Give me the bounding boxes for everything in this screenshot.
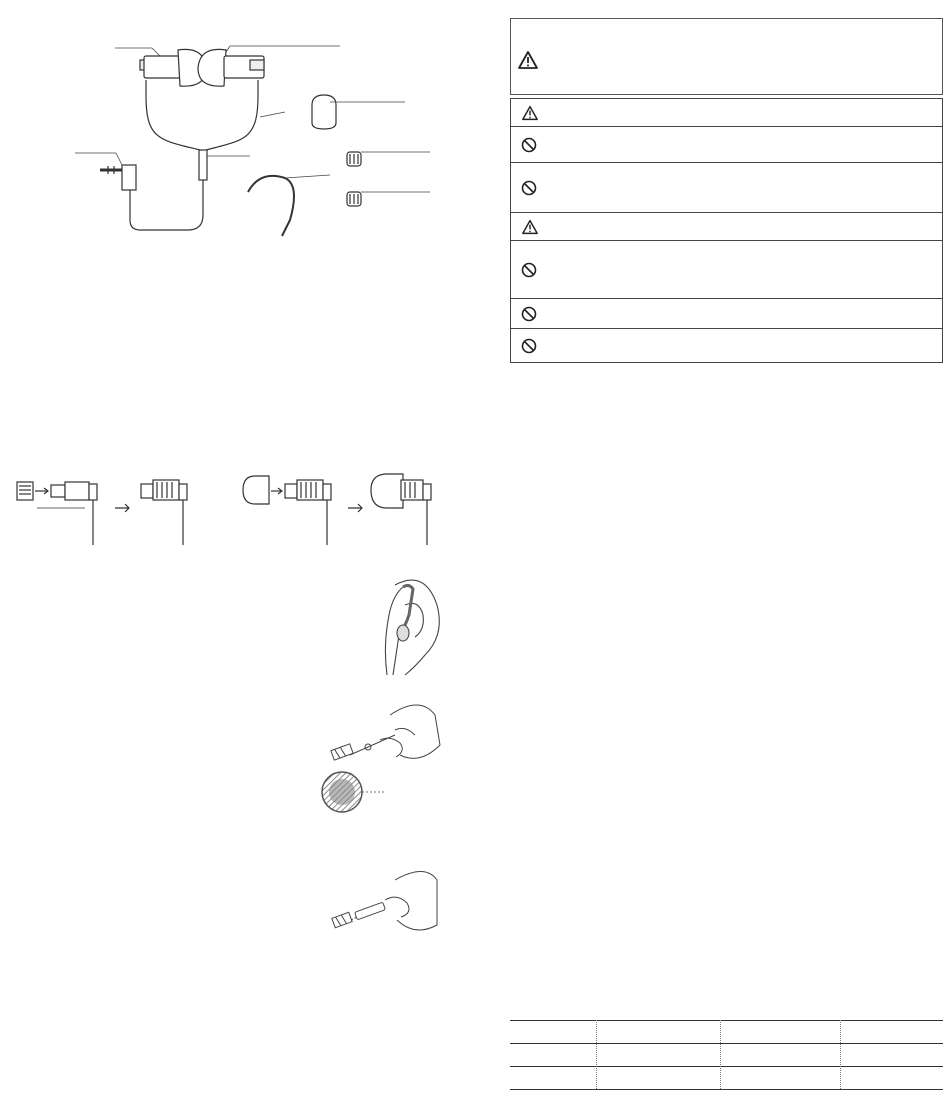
caution-table <box>510 98 943 363</box>
prohibited-icon <box>521 262 537 278</box>
spec-table-rule <box>510 1066 943 1067</box>
filter-drawing <box>347 152 361 206</box>
spec-table-rule <box>510 1043 943 1044</box>
caution-row <box>511 299 942 329</box>
spec-table-column-divider <box>720 1020 721 1089</box>
prohibited-icon <box>521 306 537 322</box>
warning-triangle-icon <box>521 219 539 235</box>
prohibited-icon <box>521 137 537 153</box>
prohibited-icon <box>521 180 537 196</box>
tip-attach-step <box>243 476 331 545</box>
spec-table-column-divider <box>840 1020 841 1089</box>
splitter-drawing <box>199 150 207 180</box>
caution-row <box>511 213 942 241</box>
prohibited-icon <box>521 338 537 354</box>
tip-attached-result <box>371 474 431 545</box>
right-housing-drawing <box>198 49 264 96</box>
cleaning-illustration <box>310 695 450 835</box>
caution-row <box>511 241 942 299</box>
plug-drawing <box>100 165 136 190</box>
caution-row <box>511 127 942 163</box>
filter-attached-result <box>141 480 187 545</box>
spec-table-bottom-rule <box>510 1089 943 1090</box>
cleaning-illustration-2 <box>325 865 455 945</box>
spec-table-top-rule <box>510 1020 943 1021</box>
warning-header-box <box>510 18 943 95</box>
filter-attach-step <box>17 482 97 545</box>
assembly-sequence-diagram <box>15 470 455 550</box>
spec-table-column-divider <box>596 1020 597 1089</box>
arrow-right-icon <box>115 504 129 512</box>
ear-wearing-illustration <box>375 575 455 685</box>
warning-triangle-icon <box>517 50 539 70</box>
left-housing-drawing <box>140 49 206 96</box>
caution-row <box>511 329 942 362</box>
caution-row <box>511 99 942 127</box>
foam-tip-drawing <box>312 95 336 129</box>
arrow-right-icon <box>348 504 362 512</box>
warning-triangle-icon <box>521 105 539 121</box>
ear-hook-drawing <box>248 176 294 236</box>
caution-row <box>511 163 942 213</box>
earphone-parts-diagram <box>60 30 500 280</box>
